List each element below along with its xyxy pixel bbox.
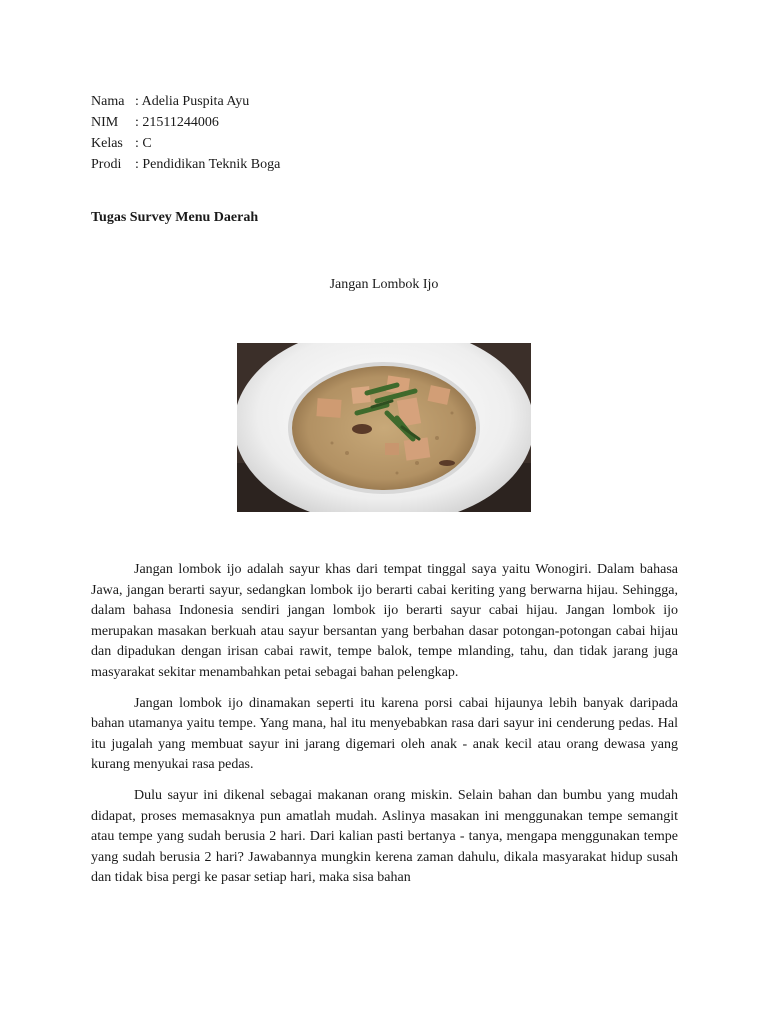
student-info	[91, 91, 280, 175]
paragraph: Jangan lombok ijo dinamakan seperti itu karena porsi cabai hijaunya lebih banyak daripada bahan utamanya yaitu tempe. Yang mana, hal itu menyebabkan rasa dari sayur ini cenderung pedas. Hal itu jugalah yang membuat sayur ini jarang digemari oleh anak - anak kecil atau orang dewasa yang kurang menyukai rasa pedas.	[91, 695, 678, 773]
info-row-nim	[91, 112, 280, 133]
body-text	[91, 560, 678, 899]
info-row-program	[91, 154, 280, 175]
info-value: : 21511244006	[135, 115, 219, 130]
info-row-name	[91, 91, 280, 112]
info-label: NIM	[91, 115, 119, 130]
info-value: : Adelia Puspita Ayu	[135, 94, 250, 109]
soup-bowl-icon	[237, 343, 531, 512]
info-value: : Pendidikan Teknik Boga	[135, 157, 281, 172]
paragraph: Dulu sayur ini dikenal sebagai makanan orang miskin. Selain bahan dan bumbu yang mudah didapat, proses memasaknya pun amatlah mudah. Aslinya masakan ini menggunakan tempe semangit atau tempe yang sudah berusia 2 hari. Dari kalian pasti bertanya - tanya, mengapa menggunakan tempe yang sudah berusia 2 hari? Jawabannya mungkin kerena zaman dahulu, dikala masyarakat hidup susah dan tidak bisa pergi ke pasar setiap hari, maka sisa bahan	[91, 787, 678, 886]
info-label: Kelas	[91, 136, 123, 151]
soup-bowl-photo	[237, 343, 531, 512]
info-row-class	[91, 133, 280, 154]
info-value: : C	[135, 136, 152, 151]
paragraph: Jangan lombok ijo adalah sayur khas dari tempat tinggal saya yaitu Wonogiri. Dalam bahasa Jawa, jangan berarti sayur, sedangkan lombok ijo berarti cabai keriting yang berwarna hijau. Sehingga, dalam bahasa Indonesia sendiri jangan lombok ijo berarti sayur cabai hijau. Jangan lombok ijo merupakan masakan berkuah atau sayur bersantan yang berbahan dasar potongan-potongan cabai hijau dan dipadukan dengan irisan cabai rawit, tempe balok, tempe mlanding, tahu, dan tidak jarang juga masyarakat sekitar menambahkan petai sebagai bahan pelengkap.	[91, 562, 678, 680]
info-label: Nama	[91, 94, 125, 109]
dish-title: Jangan Lombok Ijo	[329, 277, 439, 292]
task-title: Tugas Survey Menu Daerah	[91, 210, 259, 225]
info-label: Prodi	[91, 157, 122, 172]
